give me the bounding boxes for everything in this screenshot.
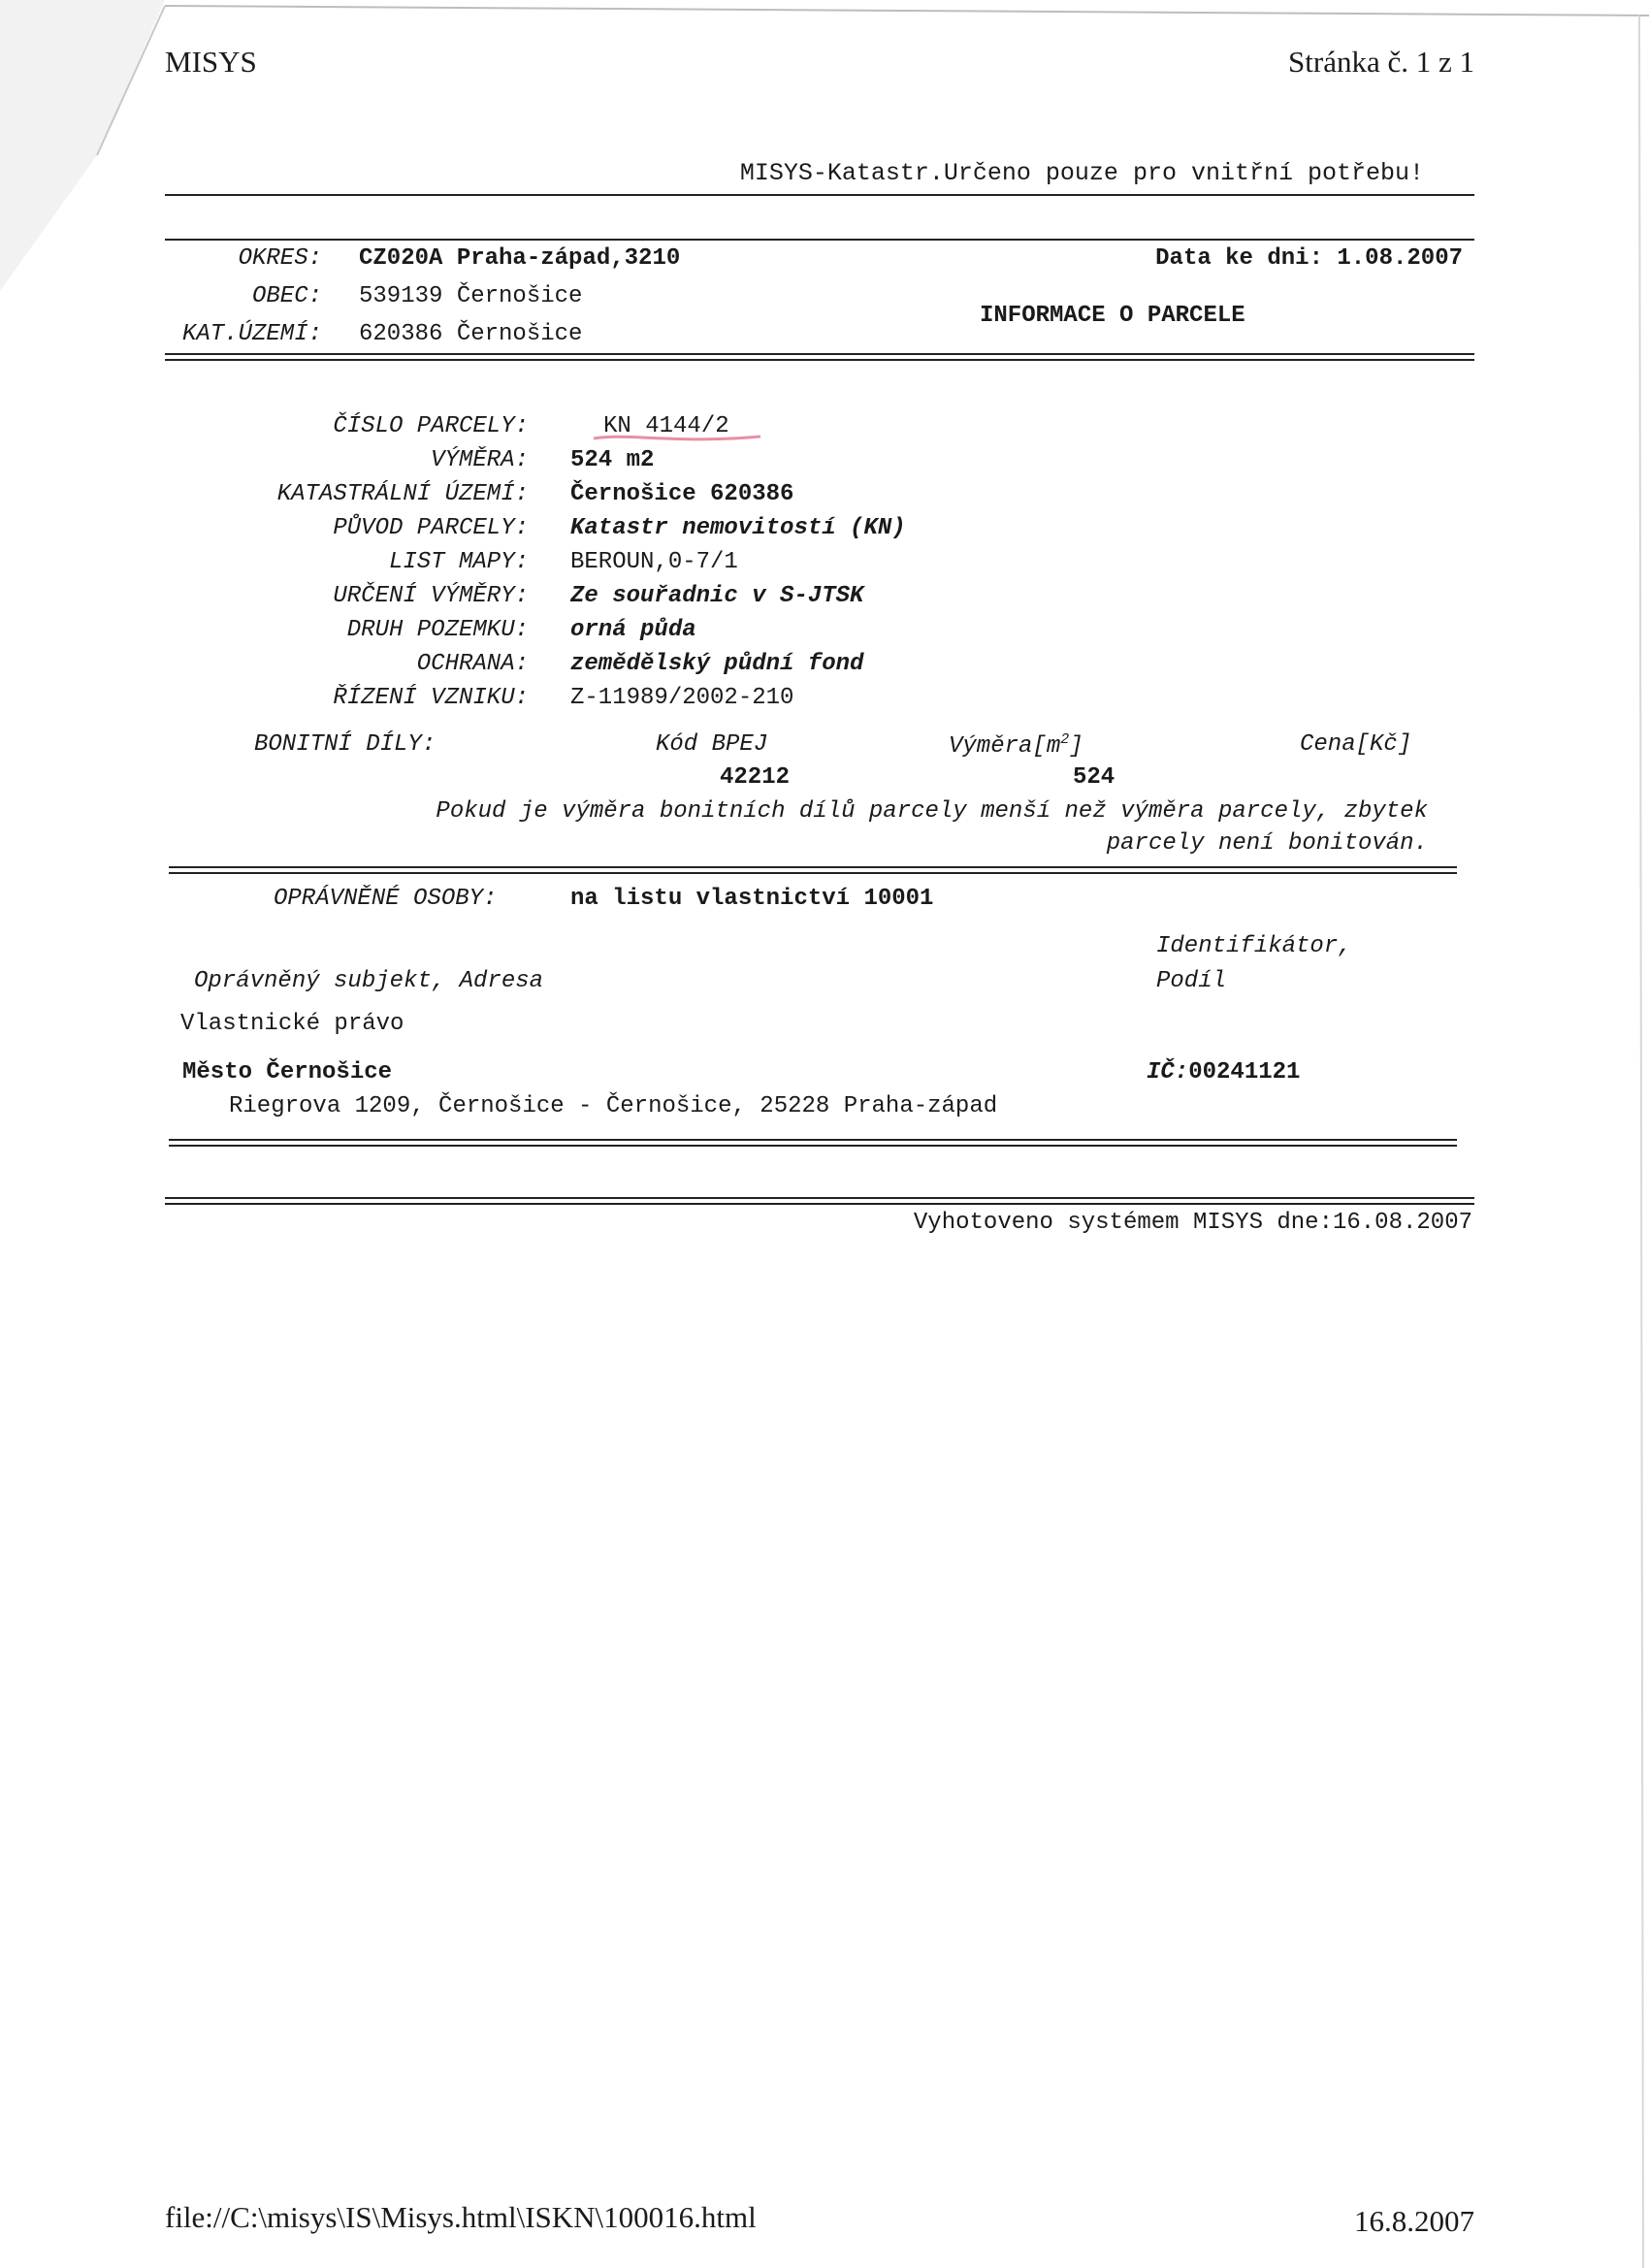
pink-highlight-mark (590, 427, 764, 448)
document-title: INFORMACE O PARCELE (980, 303, 1245, 329)
opravnene-osoby-label: OPRÁVNĚNÉ OSOBY: (274, 886, 498, 912)
list-mapy-value: BEROUN,0-7/1 (570, 549, 738, 575)
kod-bpej-value: 42212 (720, 764, 791, 791)
puvod-parcely-label: PŮVOD PARCELY: (333, 515, 529, 541)
double-divider (169, 866, 1457, 874)
file-path-footer: file://C:\misys\IS\Misys.html\ISKN\100016.html (165, 2200, 757, 2234)
identifikator-header: Identifikátor, (1156, 933, 1352, 959)
vymera-header: $Výměra[m^2]$ (949, 731, 1083, 760)
urceni-vymery-value: Ze souřadnic v S-JTSK (570, 583, 864, 609)
okres-value: CZ020A Praha-západ,3210 (359, 245, 681, 272)
right-type: Vlastnické právo (180, 1011, 404, 1037)
katastralni-uzemi-label: KATASTRÁLNÍ ÚZEMÍ: (276, 481, 529, 507)
list-mapy-label: LIST MAPY: (388, 549, 529, 575)
generated-by: Vyhotoveno systémem MISYS dne:16.08.2007 (913, 1210, 1472, 1236)
bonitni-note-line1: Pokud je výměra bonitních dílů parcely menší než výměra parcely, zbytek (436, 798, 1428, 825)
katastralni-uzemi-value: Černošice 620386 (570, 481, 794, 507)
bonitni-note-line2: parcely není bonitován. (1106, 830, 1428, 857)
cislo-parcely-value: KN 4144/2 (603, 413, 729, 439)
page-number: Stránka č. 1 z 1 (1288, 45, 1474, 79)
ochrana-value: zemědělský půdní fond (570, 651, 864, 677)
obec-value: 539139 Černošice (359, 283, 583, 309)
kat-uzemi-label: KAT.ÚZEMÍ: (181, 321, 322, 347)
obec-label: OBEC: (251, 283, 322, 309)
okres-label: OKRES: (238, 245, 322, 272)
bonitni-dily-label: BONITNÍ DÍLY: (254, 731, 436, 758)
cena-header: Cena[Kč] (1300, 731, 1412, 758)
vymera-label: VÝMĚRA: (431, 447, 529, 473)
owner-id: IČ:00241121 (1147, 1059, 1301, 1085)
divider (165, 239, 1474, 241)
rizeni-vzniku-value: Z-11989/2002-210 (570, 685, 794, 711)
cislo-parcely-label: ČÍSLO PARCELY: (333, 413, 529, 439)
opravnene-osoby-value: na listu vlastnictví 10001 (570, 886, 934, 912)
print-date-footer: 16.8.2007 (1354, 2204, 1474, 2238)
puvod-parcely-value: Katastr nemovitostí (KN) (570, 515, 906, 541)
vymera-value: 524 m2 (570, 447, 655, 473)
ochrana-label: OCHRANA: (416, 651, 529, 677)
divider (165, 194, 1474, 196)
kat-uzemi-value: 620386 Černošice (359, 321, 583, 347)
owner-name: Město Černošice (182, 1059, 393, 1085)
double-divider (165, 1197, 1474, 1205)
urceni-vymery-label: URČENÍ VÝMĚRY: (333, 583, 529, 609)
kod-bpej-header: Kód BPEJ (656, 731, 768, 758)
double-divider (165, 353, 1474, 361)
rizeni-vzniku-label: ŘÍZENÍ VZNIKU: (333, 685, 529, 711)
double-divider (169, 1139, 1457, 1147)
owner-address: Riegrova 1209, Černošice - Černošice, 25228 Praha-západ (229, 1093, 998, 1119)
podil-header: Podíl (1156, 968, 1227, 994)
bonitni-vymera-value: 524 (1073, 764, 1116, 791)
internal-use-notice: MISYS-Katastr.Určeno pouze pro vnitřní potřebu! (739, 159, 1424, 187)
druh-pozemku-label: DRUH POZEMKU: (346, 617, 529, 643)
data-date: Data ke dni: 1.08.2007 (1155, 245, 1463, 272)
app-name-header: MISYS (165, 45, 257, 79)
opravneny-subjekt-header: Oprávněný subjekt, Adresa (194, 968, 544, 994)
druh-pozemku-value: orná půda (570, 617, 696, 643)
